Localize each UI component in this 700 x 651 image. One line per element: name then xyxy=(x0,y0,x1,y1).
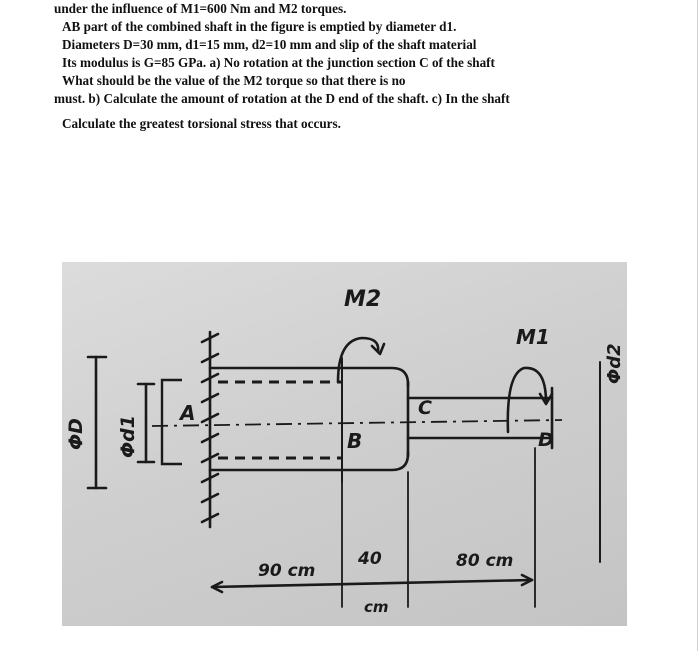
shaft-centerline xyxy=(152,420,562,426)
label-length-cd: 80 cm xyxy=(456,551,514,571)
label-phi-d: ΦD xyxy=(65,418,87,450)
label-length-bc-unit: cm xyxy=(364,598,389,616)
shaft-diagram xyxy=(62,262,627,626)
label-d: D xyxy=(538,429,554,451)
length-dim-line xyxy=(212,580,532,587)
problem-line-2: AB part of the combined shaft in the figure is emptied by diameter d1. xyxy=(62,19,457,34)
problem-statement xyxy=(54,0,674,133)
label-c: C xyxy=(418,397,432,419)
problem-line-5: What should be the value of the M2 torque so that there is no xyxy=(62,73,406,88)
label-phi-d2: Φd2 xyxy=(604,343,625,384)
label-length-ab: 90 cm xyxy=(258,561,316,581)
problem-line-7: Calculate the greatest torsional stress that occurs. xyxy=(62,116,341,131)
problem-line-3: Diameters D=30 mm, d1=15 mm, d2=10 mm and slip of the shaft material xyxy=(62,37,477,52)
label-phi-d1: Φd1 xyxy=(117,415,139,458)
label-length-bc: 40 xyxy=(358,549,382,569)
page-right-border xyxy=(697,0,698,651)
m1-torque-arc xyxy=(508,368,546,432)
problem-line-1: under the influence of M1=600 Nm and M2 torques. xyxy=(54,1,347,16)
label-m1: M1 xyxy=(516,325,550,349)
shaft-bottom-edge xyxy=(210,452,408,470)
label-a: A xyxy=(180,401,196,425)
label-b: B xyxy=(347,429,363,453)
label-m2: M2 xyxy=(344,287,382,312)
bore-bracket xyxy=(162,380,182,464)
problem-line-4: Its modulus is G=85 GPa. a) No rotation at the junction section C of the shaft xyxy=(62,55,495,70)
shaft-figure-photo xyxy=(62,262,627,626)
problem-line-6: must. b) Calculate the amount of rotation at the D end of the shaft. c) In the shaft xyxy=(54,91,510,106)
m2-torque-arc xyxy=(338,338,378,382)
